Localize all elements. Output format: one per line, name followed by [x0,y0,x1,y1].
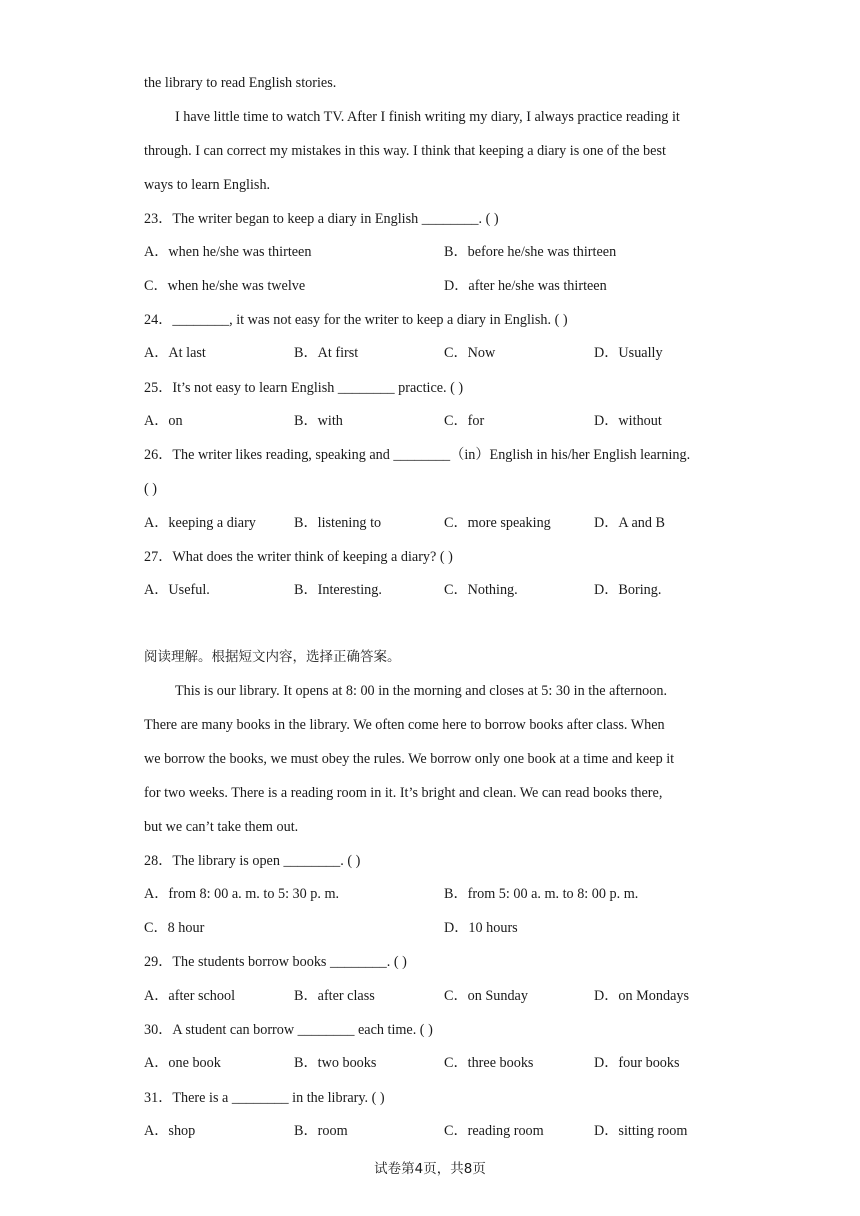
option-30-c: C．three books [444,1055,534,1071]
option-23-c: C．when he/she was twelve [144,278,306,294]
passage-line: I have little time to watch TV. After I finish writing my diary, I always practice reading it [175,109,680,125]
option-27-c: C．Nothing. [444,582,518,598]
option-26-d: D．A and B [594,515,665,531]
option-29-a: A．after school [144,988,236,1004]
question-26: 26．The writer likes reading, speaking and ________（in）English in his/her English learning. [144,447,691,463]
option-27-a: A．Useful. [144,582,210,598]
passage-line: but we can’t take them out. [144,819,299,835]
option-30-d: D．four books [594,1055,680,1071]
passage-line: This is our library. It opens at 8: 00 in the morning and closes at 5: 30 in the afternoon. [175,683,667,699]
option-31-c: C．reading room [444,1123,544,1139]
option-26-b: B．listening to [294,515,382,531]
passage-line: we borrow the books, we must obey the rules. We borrow only one book at a time and keep it [144,751,675,767]
option-29-d: D．on Mondays [594,988,689,1004]
question-29: 29．The students borrow books ________. ( ) [144,954,407,970]
question-26-bracket: ( ) [144,481,157,497]
passage-line: ways to learn English. [144,177,271,193]
option-24-a: A．At last [144,345,206,361]
option-25-a: A．on [144,413,183,429]
option-24-d: D．Usually [594,345,663,361]
question-25: 25．It’s not easy to learn English ________ practice. ( ) [144,380,464,396]
option-31-a: A．shop [144,1123,196,1139]
question-27: 27．What does the writer think of keeping a diary? ( ) [144,549,453,565]
section-instruction: 阅读理解。根据短文内容，选择正确答案。 [144,649,401,665]
question-28: 28．The library is open ________. ( ) [144,853,361,869]
option-31-d: D．sitting room [594,1123,688,1139]
option-25-b: B．with [294,413,343,429]
option-26-c: C．more speaking [444,515,551,531]
option-25-d: D．without [594,413,662,429]
option-30-b: B．two books [294,1055,377,1071]
option-27-b: B．Interesting. [294,582,382,598]
option-29-c: C．on Sunday [444,988,528,1004]
question-30: 30．A student can borrow ________ each time. ( ) [144,1022,433,1038]
option-28-d: D．10 hours [444,920,518,936]
question-24: 24．________, it was not easy for the writer to keep a diary in English. ( ) [144,312,568,328]
option-23-d: D．after he/she was thirteen [444,278,607,294]
option-28-c: C．8 hour [144,920,205,936]
page-footer: 试卷第4页，共8页 [374,1161,486,1177]
option-24-b: B．At first [294,345,359,361]
option-25-c: C．for [444,413,485,429]
option-31-b: B．room [294,1123,348,1139]
option-23-a: A．when he/she was thirteen [144,244,312,260]
passage-line: for two weeks. There is a reading room in it. It’s bright and clean. We can read books there, [144,785,663,801]
passage-line: There are many books in the library. We often come here to borrow books after class. When [144,717,665,733]
option-27-d: D．Boring. [594,582,662,598]
option-29-b: B．after class [294,988,375,1004]
option-28-a: A．from 8: 00 a. m. to 5: 30 p. m. [144,886,340,902]
option-28-b: B．from 5: 00 a. m. to 8: 00 p. m. [444,886,639,902]
passage-line: the library to read English stories. [144,75,337,91]
option-24-c: C．Now [444,345,496,361]
option-30-a: A．one book [144,1055,221,1071]
passage-line: through. I can correct my mistakes in this way. I think that keeping a diary is one of the best [144,143,666,159]
option-23-b: B．before he/she was thirteen [444,244,617,260]
option-26-a: A．keeping a diary [144,515,256,531]
question-23: 23．The writer began to keep a diary in English ________. ( ) [144,211,499,227]
question-31: 31．There is a ________ in the library. ( ) [144,1090,385,1106]
